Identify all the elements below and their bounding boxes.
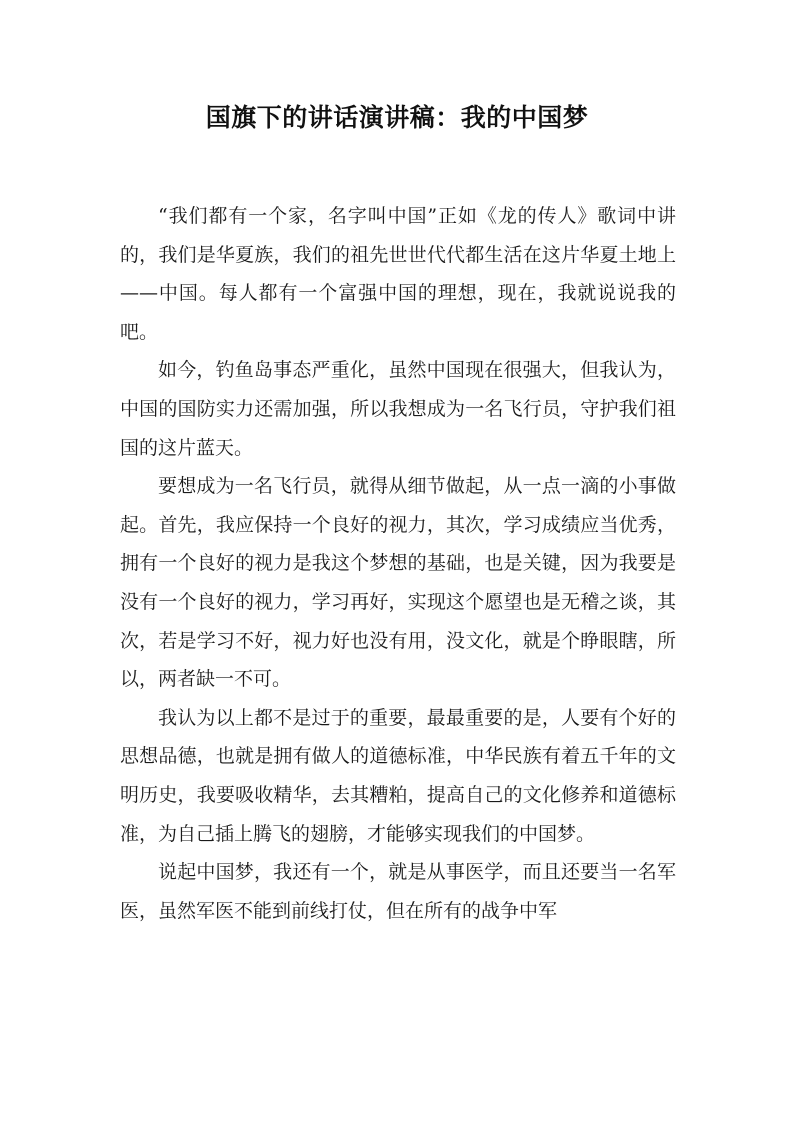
- document-body: [120, 197, 676, 930]
- paragraph-3: 要想成为一名飞行员，就得从细节做起，从一点一滴的小事做起。首先，我应保持一个良好的视力，其次，学习成绩应当优秀，拥有一个良好的视力是我这个梦想的基础，也是关键，因为我要是没有一个良好的视力，学习再好，实现这个愿望也是无稽之谈，其次，若是学习不好，视力好也没有用，没文化，就是个睁眼瞎，所以，两者缺一不可。: [120, 475, 676, 691]
- paragraph-4: 我认为以上都不是过于的重要，最最重要的是，人要有个好的思想品德，也就是拥有做人的道德标准，中华民族有着五千年的文明历史，我要吸收精华，去其糟粕，提高自己的文化修养和道德标准，为自己插上腾飞的翅膀，才能够实现我们的中国梦。: [120, 706, 676, 845]
- paragraph-5: 说起中国梦，我还有一个，就是从事医学，而且还要当一名军医，虽然军医不能到前线打仗，但在所有的战争中军: [120, 861, 676, 922]
- document-title: 国旗下的讲话演讲稿：我的中国梦: [205, 103, 589, 132]
- paragraph-1: “我们都有一个家，名字叫中国”正如《龙的传人》歌词中讲的，我们是华夏族，我们的祖先世世代代都生活在这片华夏土地上——中国。每人都有一个富强中国的理想，现在，我就说说我的吧。: [120, 205, 676, 343]
- paragraph-2: 如今，钓鱼岛事态严重化，虽然中国现在很强大，但我认为，中国的国防实力还需加强，所以我想成为一名飞行员，守护我们祖国的这片蓝天。: [120, 359, 676, 459]
